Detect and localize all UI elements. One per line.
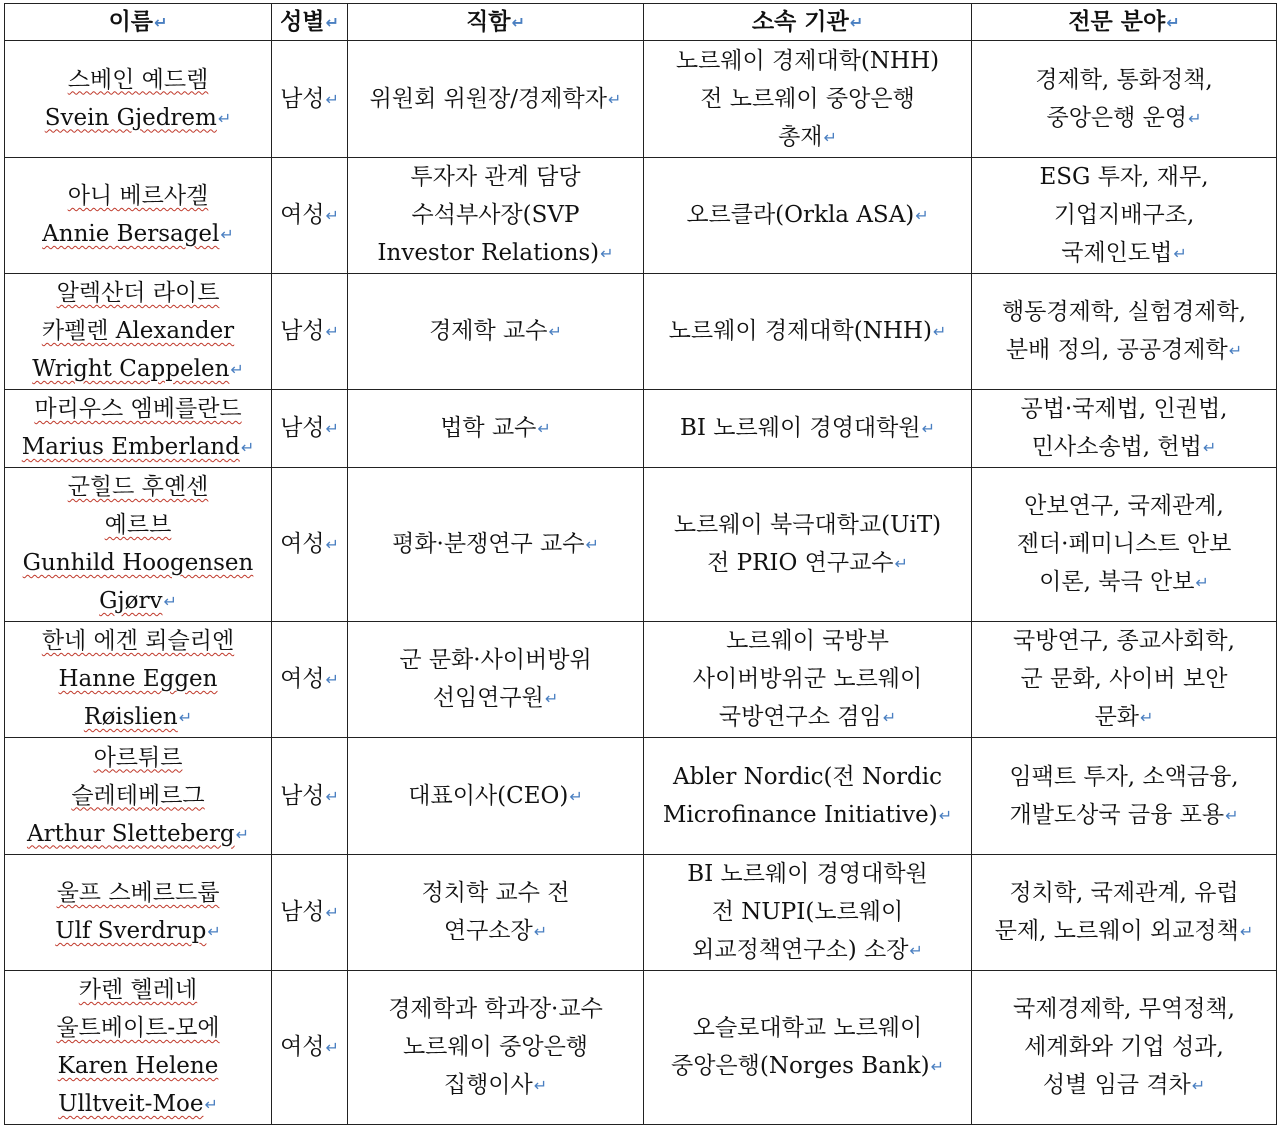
expertise-cell [972,622,1277,738]
table-row [5,274,1277,390]
paragraph-mark-icon: ↵ [533,1076,548,1095]
name-line [11,1009,265,1047]
name-line [11,777,265,815]
affiliation-cell [644,274,972,390]
name-text: 스베인 예드렘 [67,66,209,93]
name-line [11,912,265,951]
name-cell [5,468,272,622]
title-line [354,1066,637,1105]
expertise-text: 개발도상국 금융 포용 [1009,801,1225,828]
name-text: 울프 스베르드룹 [56,880,220,906]
paragraph-mark-icon: ↵ [569,786,583,806]
name-text: Ulf Sverdrup [55,918,207,944]
paragraph-mark-icon: ↵ [533,922,548,941]
affiliation-text: 전 NUPI(노르웨이 [711,899,904,925]
expertise-line [978,487,1270,525]
paragraph-mark-icon: ↵ [1195,573,1209,592]
table-body [5,41,1277,1125]
affiliation-text: 노르웨이 경제대학(NHH) [668,318,932,344]
expertise-text: 경제학, 통화정책, [1035,66,1213,93]
gender-cell [272,41,348,158]
table-row [5,390,1277,468]
title-text: Investor Relations) [377,240,600,266]
affiliation-text: 노르웨이 북극대학교(UiT) [673,512,942,538]
paragraph-mark-icon: ↵ [1173,244,1187,263]
expertise-line [978,698,1270,737]
paragraph-mark-icon: ↵ [607,89,622,109]
name-text: Svein Gjedrem [44,104,217,131]
gender-text: 여성 [280,666,325,692]
affiliation-cell [644,622,972,738]
title-text: 선임연구원 [432,685,544,711]
gender-text: 남성 [280,415,325,441]
affiliation-line [650,80,965,118]
name-line [11,874,265,912]
expertise-cell [972,274,1277,390]
name-cell [5,622,272,738]
title-text: 법학 교수 [440,415,537,441]
name-cell [5,855,272,971]
paragraph-mark-icon: ↵ [217,108,232,128]
paragraph-mark-icon: ↵ [823,127,837,147]
expertise-text: 문화 [1094,704,1140,730]
name-cell [5,971,272,1125]
name-text: Marius Emberland [21,434,240,460]
paragraph-mark-icon: ↵ [1140,708,1154,727]
paragraph-mark-icon: ↵ [325,419,339,438]
name-cell [5,390,272,468]
paragraph-mark-icon: ↵ [1202,438,1217,457]
paragraph-mark-icon: ↵ [163,592,177,611]
affiliation-line [650,698,965,737]
expertise-text: 이론, 북극 안보 [1039,569,1195,595]
expertise-text: 임팩트 투자, 소액금융, [1009,763,1239,790]
name-line [11,61,265,99]
expertise-text: 중앙은행 운영 [1046,104,1188,131]
affiliation-line [650,893,965,931]
title-cell [348,41,644,158]
title-line [354,409,637,448]
paragraph-mark-icon: ↵ [230,360,244,379]
affiliation-text: BI 노르웨이 경영대학원 [680,415,921,441]
title-text: 군 문화·사이버방위 [399,647,592,673]
gender-cell [272,738,348,855]
title-text: 수석부사장(SVP [411,202,580,228]
paragraph-mark-icon: ↵ [240,438,255,457]
expertise-line [978,525,1270,563]
header-affiliation: 소속 기관↵ [644,4,972,41]
name-line [11,506,265,544]
affiliation-line [650,506,965,544]
gender-cell [272,158,348,274]
table-header-row [5,4,1277,41]
gender-text: 남성 [280,899,325,925]
expertise-line [978,796,1270,835]
affiliation-line [650,312,965,351]
gender-cell [272,468,348,622]
expertise-text: 안보연구, 국제관계, [1024,493,1224,519]
name-line [11,215,265,254]
name-line [11,660,265,698]
gender-cell [272,390,348,468]
paragraph-mark-icon: ↵ [325,786,339,806]
name-line [11,350,265,389]
expertise-line [978,293,1270,331]
expertise-line [978,912,1270,951]
affiliation-text: 노르웨이 국방부 [726,628,889,654]
name-line [11,622,265,660]
table-row [5,855,1277,971]
expertise-text: 성별 임금 격차 [1042,1072,1191,1098]
expertise-cell [972,468,1277,622]
affiliation-text: 전 PRIO 연구교수 [707,550,894,576]
name-text: Arthur Sletteberg [26,820,235,847]
name-text: 예르브 [104,512,172,538]
affiliation-line [650,855,965,893]
expertise-line [978,1028,1270,1066]
title-cell [348,971,644,1125]
expertise-cell [972,855,1277,971]
paragraph-mark-icon: ↵ [325,89,339,109]
name-text: Karen Helene [57,1053,219,1079]
title-cell [348,468,644,622]
affiliation-text: Microfinance Initiative) [662,801,938,828]
paragraph-mark-icon: ↵ [537,419,551,438]
expertise-cell [972,158,1277,274]
expertise-text: 분배 정의, 공공경제학 [1005,337,1228,363]
affiliation-cell [644,855,972,971]
gender-text: 남성 [280,782,325,809]
paragraph-mark-icon: ↵ [325,535,339,554]
affiliation-line [650,1047,965,1086]
expertise-text: 젠더·페미니스트 안보 [1016,531,1232,557]
affiliation-line [650,1009,965,1047]
affiliation-cell [644,390,972,468]
title-cell [348,622,644,738]
name-text: 카렌 헬레네 [78,977,198,1003]
title-line [354,525,637,564]
expertise-text: 국제인도법 [1061,240,1173,266]
header-expertise: 전문 분야↵ [972,4,1277,41]
affiliation-line [650,118,965,157]
expertise-line [978,390,1270,428]
title-line [354,234,637,273]
paragraph-mark-icon: ↵ [1191,1076,1206,1095]
affiliation-line [650,409,965,448]
gender-cell [272,855,348,971]
title-line [354,158,637,196]
affiliation-text: 국방연구소 겸임 [718,704,882,730]
expertise-text: 행동경제학, 실험경제학, [1001,299,1247,325]
name-text: Gjørv [99,588,163,614]
paragraph-mark-icon: ↵ [544,689,559,708]
name-text: Hanne Eggen [58,666,218,692]
affiliation-line [650,758,965,796]
gender-cell [272,971,348,1125]
paragraph-mark-icon: ↵ [1188,108,1202,128]
affiliation-text: Abler Nordic(전 Nordic [673,763,942,790]
gender-text: 여성 [280,202,325,228]
gender-text: 남성 [280,318,325,344]
affiliation-text: BI 노르웨이 경영대학원 [687,861,928,887]
affiliation-text: 오르클라(Orkla ASA) [686,202,915,228]
name-line [11,99,265,138]
affiliation-line [650,660,965,698]
paragraph-mark-icon: ↵ [207,922,221,941]
expertise-line [978,428,1270,467]
name-text: 카펠렌 Alexander [41,318,235,344]
name-line [11,312,265,350]
expertise-line [978,196,1270,234]
name-text: 한네 에겐 뢰슬리엔 [41,628,235,654]
header-gender: 성별↵ [272,4,348,41]
paragraph-mark-icon: ↵ [204,1095,218,1114]
expertise-line [978,758,1270,796]
title-text: 투자자 관계 담당 [410,164,581,190]
expertise-line [978,331,1270,370]
name-line [11,274,265,312]
name-cell [5,274,272,390]
title-line [354,1028,637,1066]
paragraph-mark-icon: ↵ [938,805,953,825]
name-text: Ulltveit-Moe [58,1091,204,1117]
name-text: 아니 베르사겔 [67,183,209,209]
title-text: 정치학 교수 전 [421,880,570,906]
title-cell [348,158,644,274]
name-text: 슬레테베르그 [71,782,205,809]
title-text: 노르웨이 중앙은행 [402,1034,589,1060]
expertise-cell [972,390,1277,468]
table-row [5,971,1277,1125]
expertise-text: 국제경제학, 무역정책, [1013,996,1235,1022]
name-line [11,468,265,506]
affiliation-text: 사이버방위군 노르웨이 [692,666,923,692]
gender-text: 여성 [280,1034,325,1060]
gender-text: 남성 [280,85,325,112]
expertise-line [978,660,1270,698]
paragraph-mark-icon: ↵ [178,708,193,727]
expertise-line [978,61,1270,99]
name-text: Wright Cappelen [32,356,230,382]
expertise-line [978,99,1270,138]
name-text: Gunhild Hoogensen [22,550,254,576]
committee-member-table [4,3,1277,1125]
name-line [11,544,265,582]
name-line [11,971,265,1009]
gender-cell [272,622,348,738]
name-line [11,390,265,428]
table-row [5,158,1277,274]
table-row [5,468,1277,622]
table-row [5,622,1277,738]
expertise-cell [972,971,1277,1125]
expertise-text: 기업지배구조, [1053,202,1195,228]
affiliation-cell [644,971,972,1125]
name-line [11,1047,265,1085]
affiliation-text: 총재 [778,123,823,150]
expertise-line [978,990,1270,1028]
affiliation-text: 전 노르웨이 중앙은행 [700,85,915,112]
expertise-text: 세계화와 기업 성과, [1024,1034,1224,1060]
paragraph-mark-icon: ↵ [930,1057,944,1076]
expertise-cell [972,738,1277,855]
paragraph-mark-icon: ↵ [932,322,947,341]
title-line [354,874,637,912]
affiliation-text: 오슬로대학교 노르웨이 [692,1015,923,1041]
paragraph-mark-icon: ↵ [325,1038,339,1057]
title-line [354,777,637,816]
gender-cell [272,274,348,390]
name-cell [5,41,272,158]
name-line [11,1085,265,1124]
name-line [11,177,265,215]
paragraph-mark-icon: ↵ [325,670,339,689]
expertise-cell [972,41,1277,158]
title-line [354,912,637,951]
name-text: Annie Bersagel [42,221,220,247]
name-line [11,815,265,854]
paragraph-mark-icon: ↵ [894,554,908,573]
title-cell [348,390,644,468]
title-text: 집행이사 [443,1072,533,1098]
title-text: 평화·분쟁연구 교수 [392,531,585,557]
name-text: 아르튀르 [93,744,183,771]
expertise-line [978,563,1270,602]
affiliation-line [650,544,965,583]
title-line [354,80,637,119]
affiliation-text: 노르웨이 경제대학(NHH) [675,47,940,74]
expertise-line [978,234,1270,273]
title-text: 위원회 위원장/경제학자 [369,85,607,112]
paragraph-mark-icon: ↵ [1239,922,1254,941]
expertise-text: 공법·국제법, 인권법, [1020,396,1228,422]
title-line [354,679,637,718]
paragraph-mark-icon: ↵ [1225,805,1239,825]
paragraph-mark-icon: ↵ [921,419,935,438]
affiliation-cell [644,158,972,274]
title-text: 경제학 교수 [429,318,548,344]
name-cell [5,738,272,855]
affiliation-line [650,42,965,80]
gender-text: 여성 [280,531,325,557]
title-line [354,641,637,679]
paragraph-mark-icon: ↵ [325,322,339,341]
name-line [11,428,265,467]
expertise-text: 국방연구, 종교사회학, [1013,628,1235,654]
header-name: 이름↵ [5,4,272,41]
affiliation-line [650,796,965,835]
affiliation-text: 중앙은행(Norges Bank) [670,1053,930,1079]
paragraph-mark-icon: ↵ [882,708,897,727]
expertise-line [978,1066,1270,1105]
expertise-text: 군 문화, 사이버 보안 [1020,666,1228,692]
name-text: 군힐드 후옌센 [67,474,209,500]
affiliation-cell [644,41,972,158]
title-line [354,196,637,234]
title-cell [348,274,644,390]
name-text: Røislien [83,704,178,730]
title-line [354,312,637,351]
affiliation-line [650,196,965,235]
title-cell [348,738,644,855]
title-text: 경제학과 학과장·교수 [388,996,603,1022]
affiliation-line [650,622,965,660]
paragraph-mark-icon: ↵ [1228,341,1243,360]
name-line [11,739,265,777]
affiliation-cell [644,468,972,622]
header-title: 직함↵ [348,4,644,41]
expertise-text: 정치학, 국제관계, 유럽 [1009,880,1239,906]
paragraph-mark-icon: ↵ [235,824,250,844]
expertise-line [978,622,1270,660]
paragraph-mark-icon: ↵ [915,206,929,225]
name-text: 마리우스 엠베를란드 [34,396,242,422]
name-text: 울트베이트-모에 [56,1015,220,1041]
expertise-line [978,874,1270,912]
paragraph-mark-icon: ↵ [325,903,339,922]
affiliation-cell [644,738,972,855]
title-text: 대표이사(CEO) [408,782,569,809]
paragraph-mark-icon: ↵ [548,322,562,341]
paragraph-mark-icon: ↵ [585,535,599,554]
name-text: 알렉산더 라이트 [56,280,220,306]
name-line [11,698,265,737]
paragraph-mark-icon: ↵ [325,206,339,225]
affiliation-line [650,931,965,970]
paragraph-mark-icon: ↵ [909,941,923,960]
name-line [11,582,265,621]
expertise-line [978,158,1270,196]
expertise-text: 문제, 노르웨이 외교정책 [994,918,1239,944]
title-line [354,990,637,1028]
title-cell [348,855,644,971]
paragraph-mark-icon: ↵ [220,225,234,244]
table-row [5,41,1277,158]
name-cell [5,158,272,274]
affiliation-text: 외교정책연구소) 소장 [692,937,909,963]
expertise-text: ESG 투자, 재무, [1039,164,1209,190]
expertise-text: 민사소송법, 헌법 [1031,434,1202,460]
table-row [5,738,1277,855]
paragraph-mark-icon: ↵ [600,244,614,263]
title-text: 연구소장 [443,918,533,944]
